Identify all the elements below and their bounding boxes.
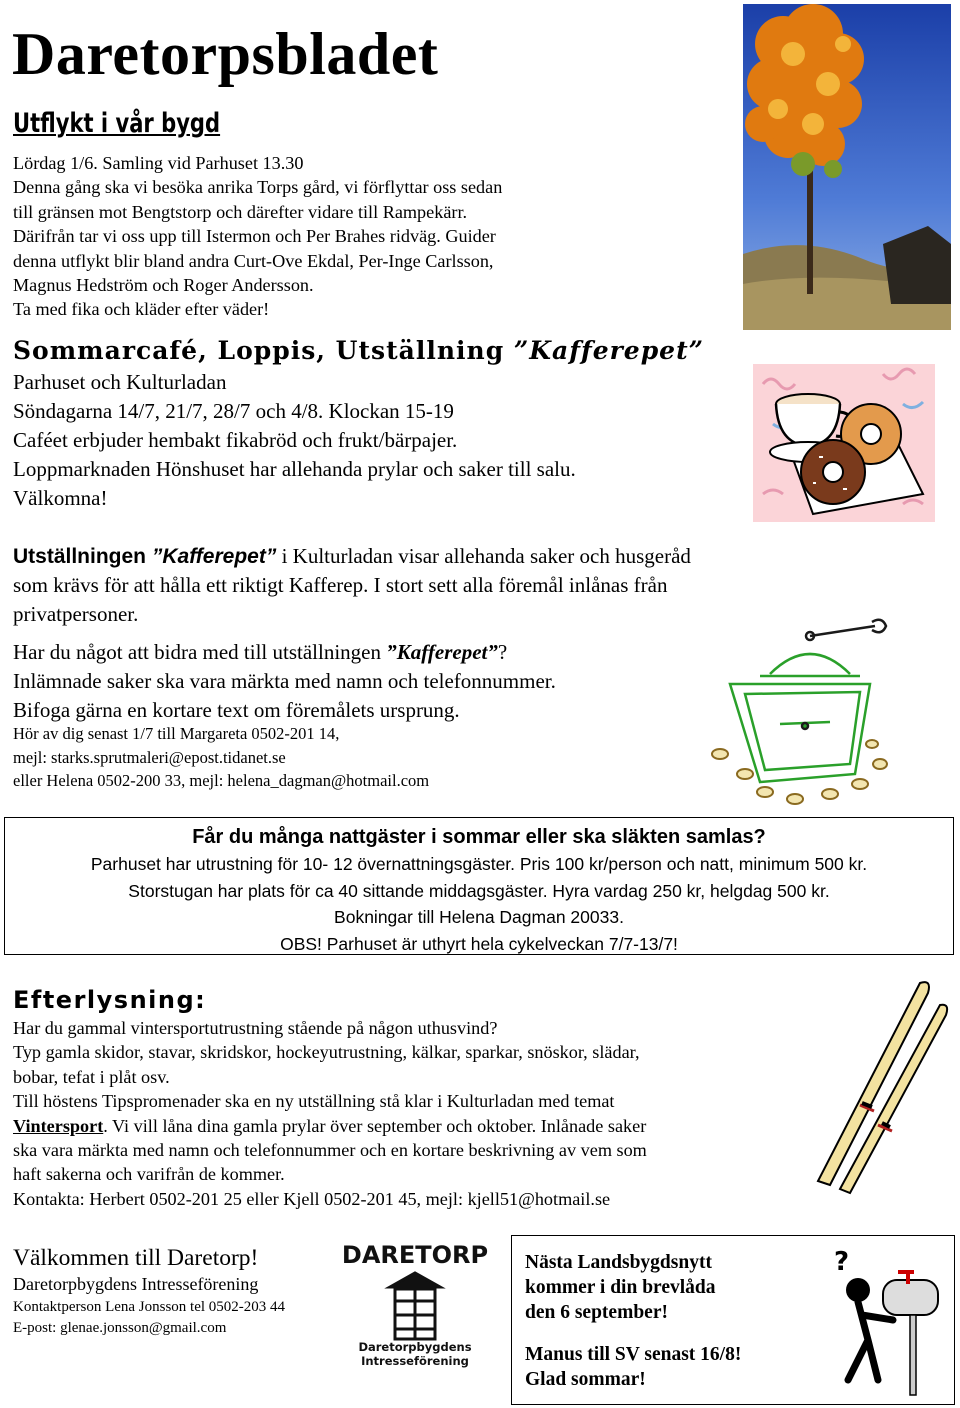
efterlysning-line5-rest: . Vi vill låna dina gamla prylar över september och oktober. Inlånade saker [103,1115,647,1136]
nattgaster-line: OBS! Parhuset är uthyrt hela cykelveckan 7/7-13/7! [280,933,678,954]
utstallning-text [13,542,691,629]
efterlysning-line: bobar, tefat i plåt osv. [13,1066,170,1087]
sommarcafe-line: Loppmarknaden Hönshuset har allehanda prylar och saker till salu. [13,457,576,481]
sommarcafe-line: Parhuset och Kulturladan [13,370,227,394]
question-italic: ”Kafferepet” [386,640,498,664]
utstallning-lead: Utställningen [13,545,152,568]
utflykt-line: denna utflykt blir bland andra Curt-Ove Ekdal, Per-Inge Carlsson, [13,250,494,271]
next-issue-line: Glad sommar! [525,1369,646,1390]
utflykt-line: Ta med fika och kläder efter väder! [13,299,270,320]
utstallning-lead-italic: ”Kafferepet” [151,545,277,568]
logo-top-text: DARETORP [341,1241,489,1269]
sommarcafe-heading-prefix: Sommarcafé, Loppis, Utställning [13,336,505,365]
nattgaster-title: Får du många nattgäster i sommar eller ska släkten samlas? [192,826,766,848]
contact-line: Hör av dig senast 1/7 till Margareta 0502-201 14, [13,724,340,743]
utstallning-contact [13,722,429,793]
nattgaster-line: Storstugan har plats för ca 40 sittande middagsgäster. Hyra vardag 250 kr, helgdag 500 kr. [128,880,830,901]
footer-contact-person: Kontaktperson Lena Jonsson tel 0502-203 44 [13,1299,286,1315]
utflykt-line: Denna gång ska vi besöka anrika Torps gård, vi förflyttar oss sedan [13,177,503,198]
logo-bottom-text-2: Intresseförening [361,1354,469,1368]
utstallning-line2: som krävs för att hålla ett riktigt Kafferep. I stort sett alla föremål inlånas från [13,573,668,597]
footer-org: Daretorpbygdens Intresseförening [13,1274,259,1294]
masthead-title: Daretorpsbladet [12,21,439,87]
next-issue-box [511,1235,955,1405]
sommarcafe-line: Caféet erbjuder hembakt fikabröd och frukt/bärpajer. [13,428,458,452]
utflykt-heading: Utflykt i vår bygd [13,108,221,139]
efterlysning-line: haft sakerna och varifrån de kommer. [13,1164,285,1185]
contact-line: eller Helena 0502-200 33, mejl: helena_dagman@hotmail.com [13,771,430,790]
daretorp-logo [341,1235,489,1375]
utstallning-question [13,638,556,725]
utstallning-line1-rest: i Kulturladan visar allehanda saker och husgeråd [276,544,691,568]
coffee-grinder-clipart [700,614,900,814]
utstallning-line3: privatpersoner. [13,602,139,626]
efterlysning-text [13,1016,647,1211]
next-issue-line: Nästa Landsbygdsnytt [525,1252,712,1273]
next-issue-line: kommer i din brevlåda [525,1277,716,1298]
efterlysning-line: Kontakta: Herbert 0502-201 25 eller Kjell 0502-201 45, mejl: kjell51@hotmail.se [13,1188,611,1209]
sommarcafe-text [13,368,576,513]
logo-bottom-text: Daretorpbygdens [358,1340,472,1354]
sommarcafe-heading-highlight: ”Kafferepet” [513,336,705,365]
utflykt-line: Därifrån tar vi oss upp till Istermon och Per Brahes ridväg. Guider [13,226,496,247]
utstallning-line5: Inlämnade saker ska vara märkta med namn och telefonnummer. [13,669,556,693]
footer-email: E-post: glenae.jonsson@gmail.com [13,1320,227,1336]
svg-text:?: ? [834,1247,850,1277]
nattgaster-line: Bokningar till Helena Dagman 20033. [334,907,624,927]
coffee-donuts-clipart [753,364,935,522]
contact-line: mejl: starks.sprutmaleri@epost.tidanet.se [13,747,286,767]
utflykt-line: till gränsen mot Bengtstorp och därefter vidare till Rampekärr. [13,201,468,222]
footer-welcome: Välkommen till Daretorp! [13,1245,259,1271]
efterlysning-heading: Efterlysning: [13,986,207,1014]
nattgaster-line: Parhuset har utrustning för 10- 12 övernattningsgäster. Pris 100 kr/person och natt, minimum 500 kr. [90,854,868,874]
mailbox-figure-clipart [798,1240,953,1402]
vintersport-link: Vintersport [13,1115,104,1136]
utflykt-line: Lördag 1/6. Samling vid Parhuset 13.30 [13,153,304,173]
footer-contact [13,1297,285,1339]
utflykt-text [13,151,502,322]
next-issue-line: den 6 september! [525,1302,668,1323]
utflykt-line: Magnus Hedström och Roger Andersson. [13,275,314,296]
utstallning-line6: Bifoga gärna en kortare text om föremålets ursprung. [13,698,460,722]
sommarcafe-line: Söndagarna 14/7, 21/7, 28/7 och 4/8. Klockan 15-19 [13,399,454,423]
autumn-tree-photo [743,4,951,330]
efterlysning-line: Till höstens Tipspromenader ska en ny utställning stå klar i Kulturladan med temat [13,1091,615,1112]
sommarcafe-heading [13,336,704,365]
skis-clipart [800,975,950,1195]
sommarcafe-line: Välkomna! [13,486,108,510]
question-before: Har du något att bidra med till utställningen [13,640,387,664]
question-after: ? [497,640,508,664]
utstallning-line1 [13,542,691,571]
efterlysning-line: Har du gammal vintersportutrustning stående på någon uthusvind? [13,1018,498,1038]
efterlysning-line5 [13,1114,647,1138]
nattgaster-box [4,817,954,955]
utstallning-question-line [13,638,556,667]
efterlysning-line: Typ gamla skidor, stavar, skridskor, hockeyutrustning, kälkar, sparkar, snöskor, slädar, [13,1042,640,1063]
efterlysning-line: ska vara märkta med namn och telefonnummer och en kortare beskrivning av vem som [13,1140,647,1161]
next-issue-line: Manus till SV senast 16/8! [525,1344,742,1365]
